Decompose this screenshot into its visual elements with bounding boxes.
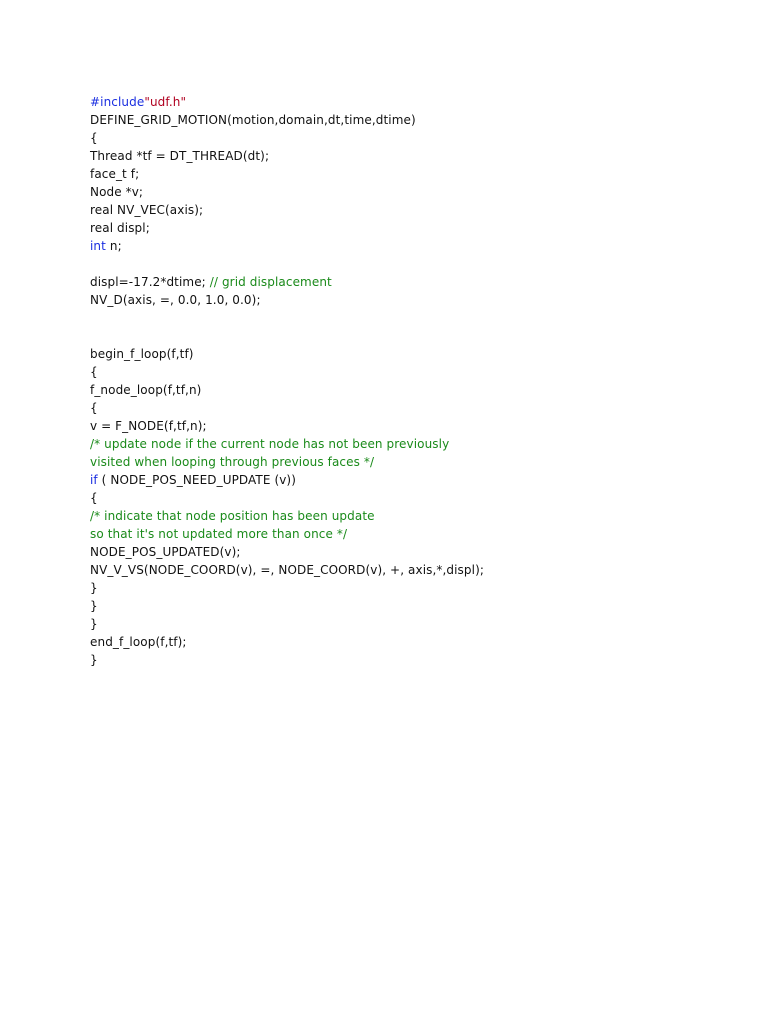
code-text: n; bbox=[105, 239, 122, 253]
code-text: end_f_loop(f,tf); bbox=[90, 635, 187, 649]
code-line bbox=[90, 417, 730, 435]
code-comment: visited when looping through previous faces */ bbox=[90, 455, 375, 469]
code-line bbox=[90, 471, 730, 489]
code-text: NV_D(axis, =, 0.0, 1.0, 0.0); bbox=[90, 293, 261, 307]
code-line bbox=[90, 363, 730, 381]
code-text: } bbox=[90, 653, 98, 667]
code-text: Node *v; bbox=[90, 185, 144, 199]
code-line bbox=[90, 129, 730, 147]
code-line bbox=[90, 237, 730, 255]
code-line bbox=[90, 615, 730, 633]
code-line bbox=[90, 453, 730, 471]
code-comment: /* update node if the current node has not been previously bbox=[90, 437, 450, 451]
code-line bbox=[90, 291, 730, 309]
code-text: f_node_loop(f,tf,n) bbox=[90, 383, 202, 397]
code-line bbox=[90, 651, 730, 669]
code-line bbox=[90, 597, 730, 615]
code-line bbox=[90, 633, 730, 651]
code-keyword: if bbox=[90, 473, 98, 487]
code-line bbox=[90, 111, 730, 129]
code-keyword: #include bbox=[90, 95, 145, 109]
code-line bbox=[90, 525, 730, 543]
code-text: } bbox=[90, 599, 98, 613]
code-line bbox=[90, 183, 730, 201]
code-text: { bbox=[90, 401, 98, 415]
code-line bbox=[90, 561, 730, 579]
code-line bbox=[90, 93, 730, 111]
code-line bbox=[90, 507, 730, 525]
code-text: begin_f_loop(f,tf) bbox=[90, 347, 194, 361]
code-text: ( NODE_POS_NEED_UPDATE (v)) bbox=[97, 473, 296, 487]
code-keyword: int bbox=[90, 239, 106, 253]
code-line bbox=[90, 543, 730, 561]
blank-line bbox=[90, 255, 730, 273]
code-text: face_t f; bbox=[90, 167, 140, 181]
code-text: real displ; bbox=[90, 221, 150, 235]
code-line bbox=[90, 399, 730, 417]
code-text: Thread *tf = DT_THREAD(dt); bbox=[90, 149, 270, 163]
code-line bbox=[90, 579, 730, 597]
code-line bbox=[90, 219, 730, 237]
blank-line bbox=[90, 309, 730, 327]
code-text: DEFINE_GRID_MOTION(motion,domain,dt,time,dtime) bbox=[90, 113, 416, 127]
code-line bbox=[90, 381, 730, 399]
code-comment: /* indicate that node position has been update bbox=[90, 509, 375, 523]
code-text: v = F_NODE(f,tf,n); bbox=[90, 419, 207, 433]
code-line bbox=[90, 489, 730, 507]
code-text: } bbox=[90, 581, 98, 595]
code-text: { bbox=[90, 365, 98, 379]
blank-line bbox=[90, 327, 730, 345]
code-line bbox=[90, 345, 730, 363]
code-text: { bbox=[90, 491, 98, 505]
code-text: NV_V_VS(NODE_COORD(v), =, NODE_COORD(v), +, axis,*,displ); bbox=[90, 563, 484, 577]
udf-source-code bbox=[90, 93, 730, 669]
code-line bbox=[90, 147, 730, 165]
code-text: { bbox=[90, 131, 98, 145]
code-line bbox=[90, 165, 730, 183]
code-text: displ=-17.2*dtime; bbox=[90, 275, 210, 289]
code-line bbox=[90, 273, 730, 291]
code-comment: // grid displacement bbox=[209, 275, 332, 289]
code-line bbox=[90, 201, 730, 219]
code-comment: so that it's not updated more than once */ bbox=[90, 527, 348, 541]
code-text: } bbox=[90, 617, 98, 631]
code-text: NODE_POS_UPDATED(v); bbox=[90, 545, 241, 559]
code-line bbox=[90, 435, 730, 453]
code-text: real NV_VEC(axis); bbox=[90, 203, 204, 217]
code-string: "udf.h" bbox=[144, 95, 187, 109]
